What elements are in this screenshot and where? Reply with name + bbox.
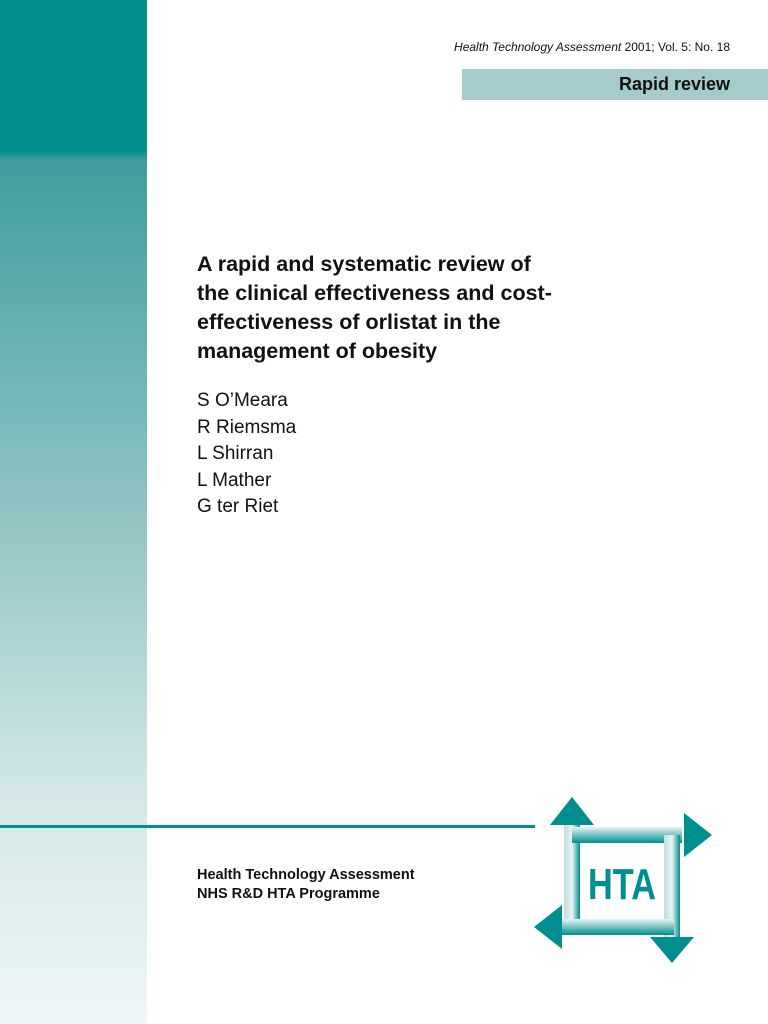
hta-logo-icon: [532, 795, 714, 965]
author-name: L Shirran: [197, 443, 274, 464]
author-name: S O’Meara: [197, 390, 288, 411]
logo-left-arrow: [534, 905, 562, 949]
author-name: R Riemsma: [197, 416, 297, 438]
logo-right-arrow: [684, 813, 712, 857]
publisher-block: [197, 866, 415, 904]
logo-down-arrow: [650, 937, 694, 963]
series-label: Rapid review: [618, 74, 730, 94]
publisher-name: Health Technology Assessment: [197, 867, 415, 883]
side-color-band: [0, 0, 147, 1024]
title-line: the clinical effectiveness and cost-: [197, 281, 552, 305]
title-line: effectiveness of orlistat in the: [197, 310, 501, 334]
logo-up-arrow: [550, 797, 594, 825]
journal-issue: 2001; Vol. 5: No. 18: [624, 40, 730, 54]
title-line: management of obesity: [197, 339, 438, 363]
series-banner: [462, 69, 768, 100]
report-title: [197, 250, 637, 366]
programme-name: NHS R&D HTA Programme: [197, 886, 380, 902]
journal-name: Health Technology Assessment: [454, 40, 622, 54]
author-name: L Mather: [197, 469, 272, 491]
horizontal-rule: [0, 825, 535, 828]
author-list: [197, 388, 296, 521]
logo-bottom-bar: [562, 919, 674, 935]
logo-text: HTA: [588, 859, 656, 910]
journal-reference: [454, 40, 730, 54]
author-name: G ter Riet: [197, 496, 279, 517]
title-line: A rapid and systematic review of: [197, 252, 531, 276]
